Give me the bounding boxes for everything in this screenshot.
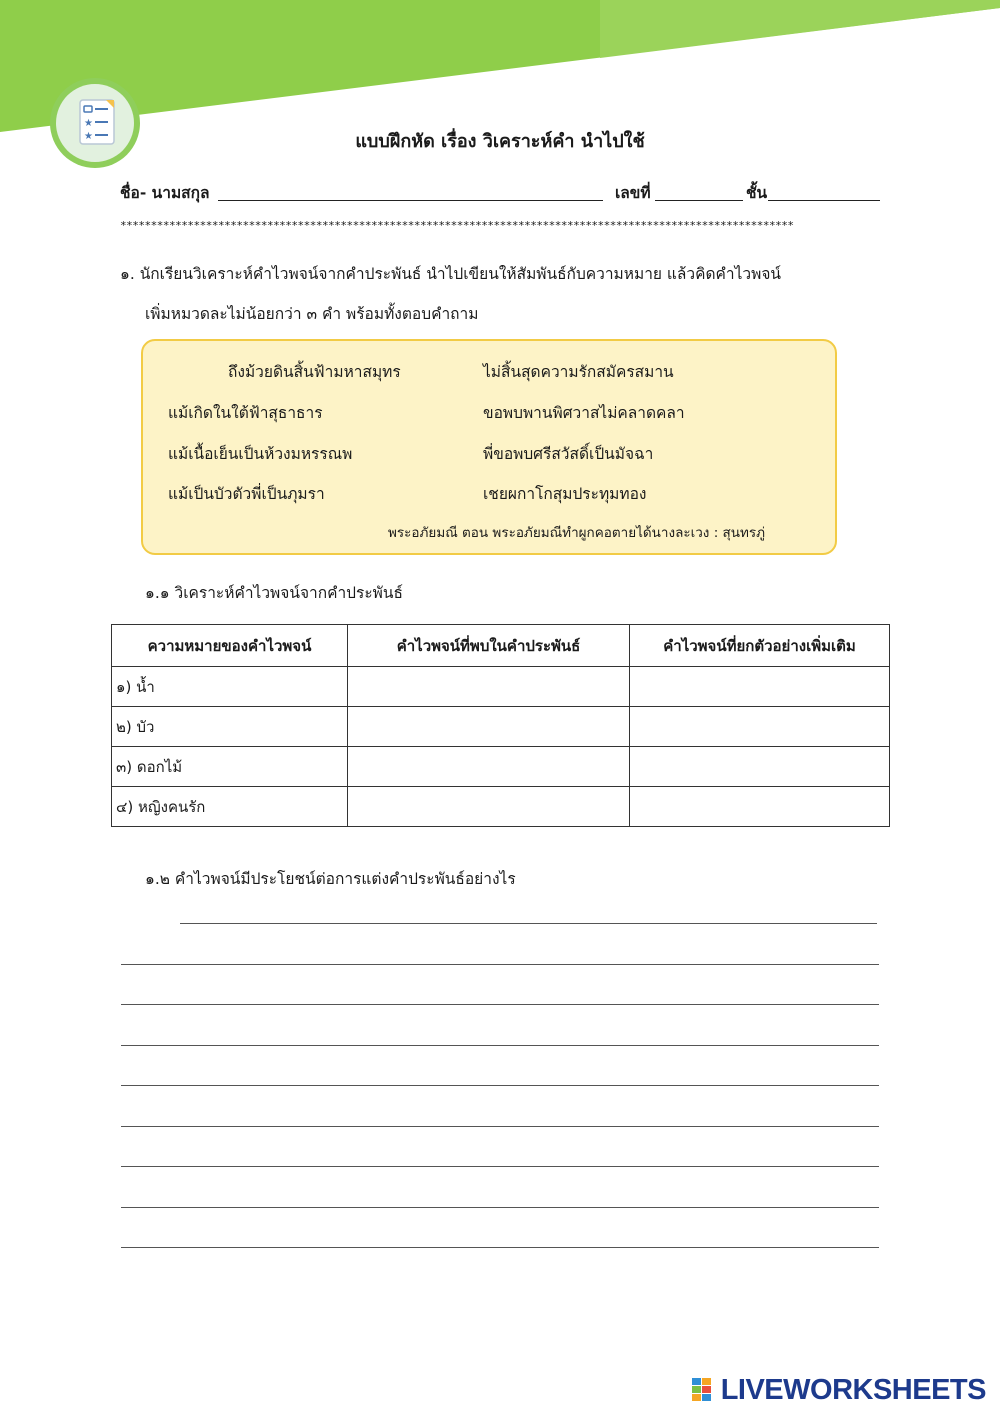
poem-line-2-left: แม้เกิดในใต้ฟ้าสุธาธาร	[168, 404, 323, 422]
poem-line-3-left: แม้เนื้อเย็นเป็นห้วงมหรรณพ	[168, 445, 353, 463]
poem-line-2-right: ขอพบพานพิศวาสไม่คลาดคลา	[483, 404, 685, 422]
answer-line-2[interactable]	[121, 964, 879, 965]
section-1-1-heading: ๑.๑ วิเคราะห์คำไวพจน์จากคำประพันธ์	[145, 584, 403, 602]
liveworksheets-logo-icon	[692, 1378, 712, 1402]
number-field[interactable]	[655, 200, 743, 201]
answer-cell-extra[interactable]	[630, 667, 890, 707]
answer-line-3[interactable]	[121, 1004, 879, 1005]
poem-line-4-left: แม้เป็นบัวตัวพี่เป็นภุมรา	[168, 485, 325, 503]
answer-cell-found[interactable]	[348, 707, 630, 747]
answer-cell-found[interactable]	[348, 667, 630, 707]
table-row	[112, 787, 890, 827]
number-label: เลขที่	[615, 184, 651, 202]
svg-text:★: ★	[84, 118, 93, 129]
answer-line-8[interactable]	[121, 1207, 879, 1208]
row-meaning: ๑) น้ำ	[112, 667, 348, 707]
header-banner	[0, 0, 1000, 140]
liveworksheets-logo: LIVEWORKSHEETS	[720, 1374, 986, 1406]
answer-cell-extra[interactable]	[630, 707, 890, 747]
class-label: ชั้น	[746, 184, 768, 202]
name-field[interactable]	[218, 200, 603, 201]
answer-line-4[interactable]	[121, 1045, 879, 1046]
table-row	[112, 747, 890, 787]
question-1-line-1: ๑. นักเรียนวิเคราะห์คำไวพจน์จากคำประพันธ์ นำไปเขียนให้สัมพันธ์กับความหมาย แล้วคิดคำไวพจน์	[120, 265, 782, 283]
answer-cell-found[interactable]	[348, 787, 630, 827]
answer-cell-found[interactable]	[348, 747, 630, 787]
answer-line-1[interactable]	[180, 923, 877, 924]
row-meaning: ๒) บัว	[112, 707, 348, 747]
poem-line-3-right: พี่ขอพบศรีสวัสดิ์เป็นมัจฉา	[483, 445, 654, 463]
section-1-2-heading: ๑.๒ คำไวพจน์มีประโยชน์ต่อการแต่งคำประพันธ์อย่างไร	[145, 870, 516, 888]
answer-line-5[interactable]	[121, 1085, 879, 1086]
poem-line-1-right: ไม่สิ้นสุดความรักสมัครสมาน	[483, 363, 674, 381]
poem-line-1-left: ถึงม้วยดินสิ้นฟ้ามหาสมุทร	[228, 363, 401, 381]
answer-cell-extra[interactable]	[630, 747, 890, 787]
table-row	[112, 707, 890, 747]
poem-credit: พระอภัยมณี ตอน พระอภัยมณีทำผูกคอตายได้นางละเวง : สุนทรภู่	[388, 525, 766, 541]
table-header-row	[112, 625, 890, 667]
answer-line-9[interactable]	[121, 1247, 879, 1248]
row-meaning: ๓) ดอกไม้	[112, 747, 348, 787]
name-label: ชื่อ- นามสกุล	[120, 184, 210, 202]
column-header-found: คำไวพจน์ที่พบในคำประพันธ์	[348, 625, 630, 667]
answer-cell-extra[interactable]	[630, 787, 890, 827]
row-meaning: ๔) หญิงคนรัก	[112, 787, 348, 827]
svg-text:★: ★	[84, 131, 93, 142]
column-header-extra: คำไวพจน์ที่ยกตัวอย่างเพิ่มเติม	[630, 625, 890, 667]
page-title: แบบฝึกหัด เรื่อง วิเคราะห์คำ นำไปใช้	[355, 131, 645, 152]
column-header-meaning: ความหมายของคำไวพจน์	[112, 625, 348, 667]
class-field[interactable]	[768, 200, 880, 201]
poem-line-4-right: เชยผกาโกสุมประทุมทอง	[483, 485, 647, 503]
question-1-line-2: เพิ่มหมวดละไม่น้อยกว่า ๓ คำ พร้อมทั้งตอบคำถาม	[145, 305, 479, 323]
analysis-table	[111, 624, 890, 827]
star-separator: **************************************************************************************************************	[120, 219, 794, 232]
answer-line-7[interactable]	[121, 1166, 879, 1167]
table-row	[112, 667, 890, 707]
answer-line-6[interactable]	[121, 1126, 879, 1127]
